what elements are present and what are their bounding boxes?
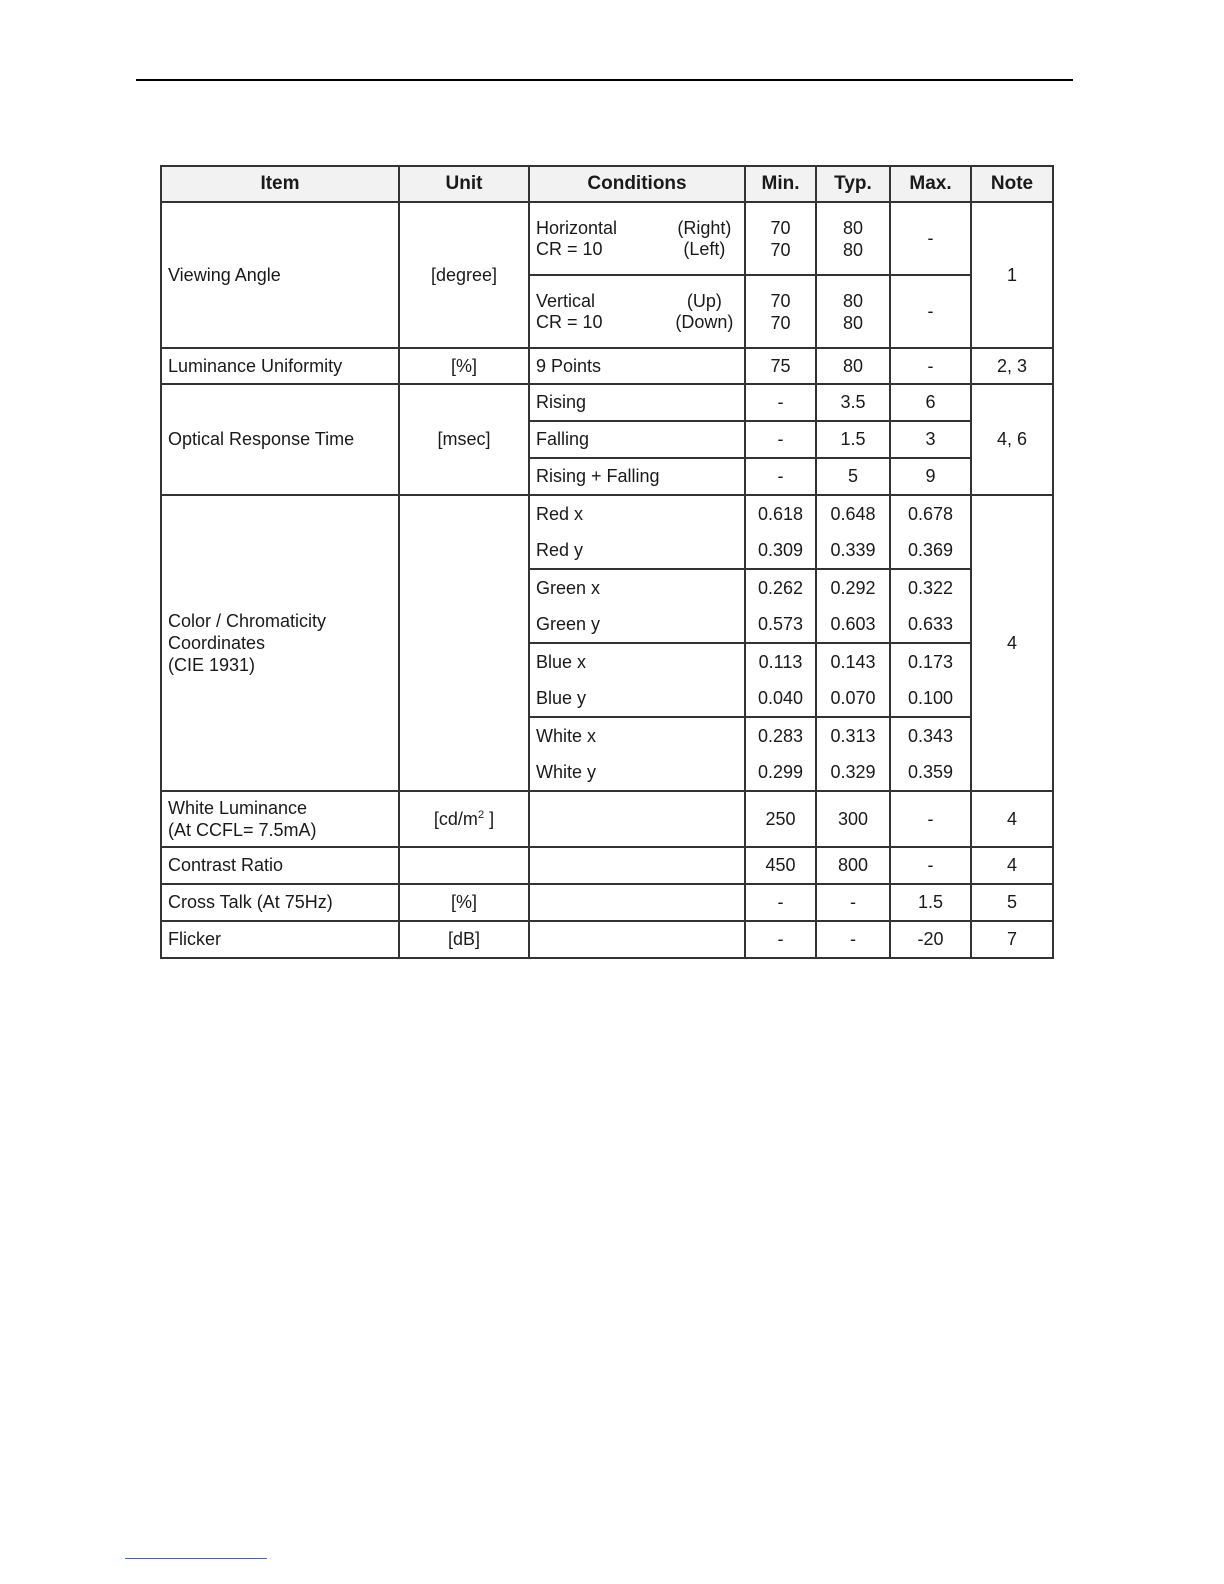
cond-label: CR = 10 [536, 238, 603, 259]
chromaticity-min: 0.113 [745, 643, 816, 680]
optical-spec-table [160, 165, 1054, 959]
flicker-unit: [dB] [399, 921, 529, 958]
contrast-ratio-item: Contrast Ratio [161, 847, 399, 884]
cond-direction: (Up) [686, 290, 722, 311]
header-note: Note [971, 166, 1053, 202]
contrast-ratio-note: 4 [971, 847, 1053, 884]
chromaticity-cond: Blue x [529, 643, 745, 680]
chromaticity-cond: Red x [529, 495, 745, 532]
chromaticity-cond: White x [529, 717, 745, 754]
cross-talk-unit: [%] [399, 884, 529, 921]
response-time-min: - [745, 421, 816, 458]
cond-label: CR = 10 [536, 311, 603, 332]
chromaticity-typ: 0.648 [816, 495, 890, 532]
chromaticity-typ: 0.313 [816, 717, 890, 754]
chromaticity-min: 0.283 [745, 717, 816, 754]
chromaticity-item: Color / Chromaticity Coordinates (CIE 1931) [161, 495, 399, 791]
footer-rule [125, 1558, 267, 1559]
chromaticity-cond: White y [529, 754, 745, 791]
chromaticity-max: 0.369 [890, 532, 971, 569]
response-time-max: 9 [890, 458, 971, 495]
flicker-item: Flicker [161, 921, 399, 958]
chromaticity-typ: 0.070 [816, 680, 890, 717]
flicker-min: - [745, 921, 816, 958]
header-max: Max. [890, 166, 971, 202]
header-min: Min. [745, 166, 816, 202]
chromaticity-min: 0.309 [745, 532, 816, 569]
white-luminance-item: White Luminance (At CCFL= 7.5mA) [161, 791, 399, 847]
contrast-ratio-unit [399, 847, 529, 884]
white-luminance-note: 4 [971, 791, 1053, 847]
response-time-cond: Rising [529, 384, 745, 421]
response-time-max: 3 [890, 421, 971, 458]
viewing-angle-note: 1 [971, 202, 1053, 348]
response-time-typ: 1.5 [816, 421, 890, 458]
viewing-angle-unit: [degree] [399, 202, 529, 348]
chromaticity-min: 0.618 [745, 495, 816, 532]
viewing-angle-vertical-min: 70 70 [745, 275, 816, 348]
header-item: Item [161, 166, 399, 202]
response-time-cond: Rising + Falling [529, 458, 745, 495]
header-typ: Typ. [816, 166, 890, 202]
contrast-ratio-max: - [890, 847, 971, 884]
white-luminance-min: 250 [745, 791, 816, 847]
white-luminance-typ: 300 [816, 791, 890, 847]
chromaticity-max: 0.100 [890, 680, 971, 717]
luminance-uniformity-min: 75 [745, 348, 816, 384]
table-row [161, 884, 1053, 921]
viewing-angle-horizontal-min: 70 70 [745, 202, 816, 275]
contrast-ratio-typ: 800 [816, 847, 890, 884]
response-time-unit: [msec] [399, 384, 529, 495]
cond-direction: (Right) [677, 217, 732, 238]
chromaticity-max: 0.343 [890, 717, 971, 754]
response-time-min: - [745, 384, 816, 421]
chromaticity-min: 0.040 [745, 680, 816, 717]
table-row [161, 791, 1053, 847]
chromaticity-typ: 0.603 [816, 606, 890, 643]
flicker-note: 7 [971, 921, 1053, 958]
table-row [161, 921, 1053, 958]
header-row [161, 166, 1053, 202]
luminance-uniformity-item: Luminance Uniformity [161, 348, 399, 384]
chromaticity-max: 0.633 [890, 606, 971, 643]
cross-talk-max: 1.5 [890, 884, 971, 921]
viewing-angle-horizontal-max: - [890, 202, 971, 275]
response-time-cond: Falling [529, 421, 745, 458]
luminance-uniformity-note: 2, 3 [971, 348, 1053, 384]
cross-talk-note: 5 [971, 884, 1053, 921]
luminance-uniformity-max: - [890, 348, 971, 384]
white-luminance-max: - [890, 791, 971, 847]
table-row [161, 384, 1053, 421]
cond-direction: (Left) [683, 238, 726, 259]
chromaticity-max: 0.678 [890, 495, 971, 532]
chromaticity-cond: Blue y [529, 680, 745, 717]
table-row [161, 202, 1053, 275]
luminance-uniformity-cond: 9 Points [529, 348, 745, 384]
chromaticity-cond: Green y [529, 606, 745, 643]
chromaticity-typ: 0.339 [816, 532, 890, 569]
viewing-angle-horizontal-typ: 80 80 [816, 202, 890, 275]
response-time-min: - [745, 458, 816, 495]
flicker-typ: - [816, 921, 890, 958]
chromaticity-cond: Green x [529, 569, 745, 606]
chromaticity-max: 0.322 [890, 569, 971, 606]
viewing-angle-vertical-max: - [890, 275, 971, 348]
white-luminance-unit: [$cd/m^2$ ] [399, 791, 529, 847]
chromaticity-min: 0.573 [745, 606, 816, 643]
response-time-note: 4, 6 [971, 384, 1053, 495]
table-row [161, 495, 1053, 532]
white-luminance-cond [529, 791, 745, 847]
response-time-item: Optical Response Time [161, 384, 399, 495]
chromaticity-typ: 0.143 [816, 643, 890, 680]
table-row [161, 348, 1053, 384]
chromaticity-typ: 0.292 [816, 569, 890, 606]
cross-talk-item: Cross Talk (At 75Hz) [161, 884, 399, 921]
chromaticity-max: 0.359 [890, 754, 971, 791]
chromaticity-max: 0.173 [890, 643, 971, 680]
flicker-max: -20 [890, 921, 971, 958]
cross-talk-min: - [745, 884, 816, 921]
table-row [161, 847, 1053, 884]
cross-talk-typ: - [816, 884, 890, 921]
contrast-ratio-min: 450 [745, 847, 816, 884]
chromaticity-min: 0.299 [745, 754, 816, 791]
chromaticity-cond: Red y [529, 532, 745, 569]
viewing-angle-item: Viewing Angle [161, 202, 399, 348]
cross-talk-cond [529, 884, 745, 921]
cond-direction: (Down) [675, 311, 734, 332]
flicker-cond [529, 921, 745, 958]
contrast-ratio-cond [529, 847, 745, 884]
chromaticity-unit [399, 495, 529, 791]
luminance-uniformity-unit: [%] [399, 348, 529, 384]
chromaticity-min: 0.262 [745, 569, 816, 606]
luminance-uniformity-typ: 80 [816, 348, 890, 384]
cond-label: Vertical [536, 290, 596, 311]
response-time-typ: 3.5 [816, 384, 890, 421]
viewing-angle-vertical-cond [529, 275, 745, 348]
header-conditions: Conditions [529, 166, 745, 202]
viewing-angle-horizontal-cond [529, 202, 745, 275]
header-unit: Unit [399, 166, 529, 202]
viewing-angle-vertical-typ: 80 80 [816, 275, 890, 348]
cond-label: Horizontal [536, 217, 618, 238]
header-rule [136, 79, 1073, 81]
response-time-typ: 5 [816, 458, 890, 495]
chromaticity-note: 4 [971, 495, 1053, 791]
response-time-max: 6 [890, 384, 971, 421]
chromaticity-typ: 0.329 [816, 754, 890, 791]
